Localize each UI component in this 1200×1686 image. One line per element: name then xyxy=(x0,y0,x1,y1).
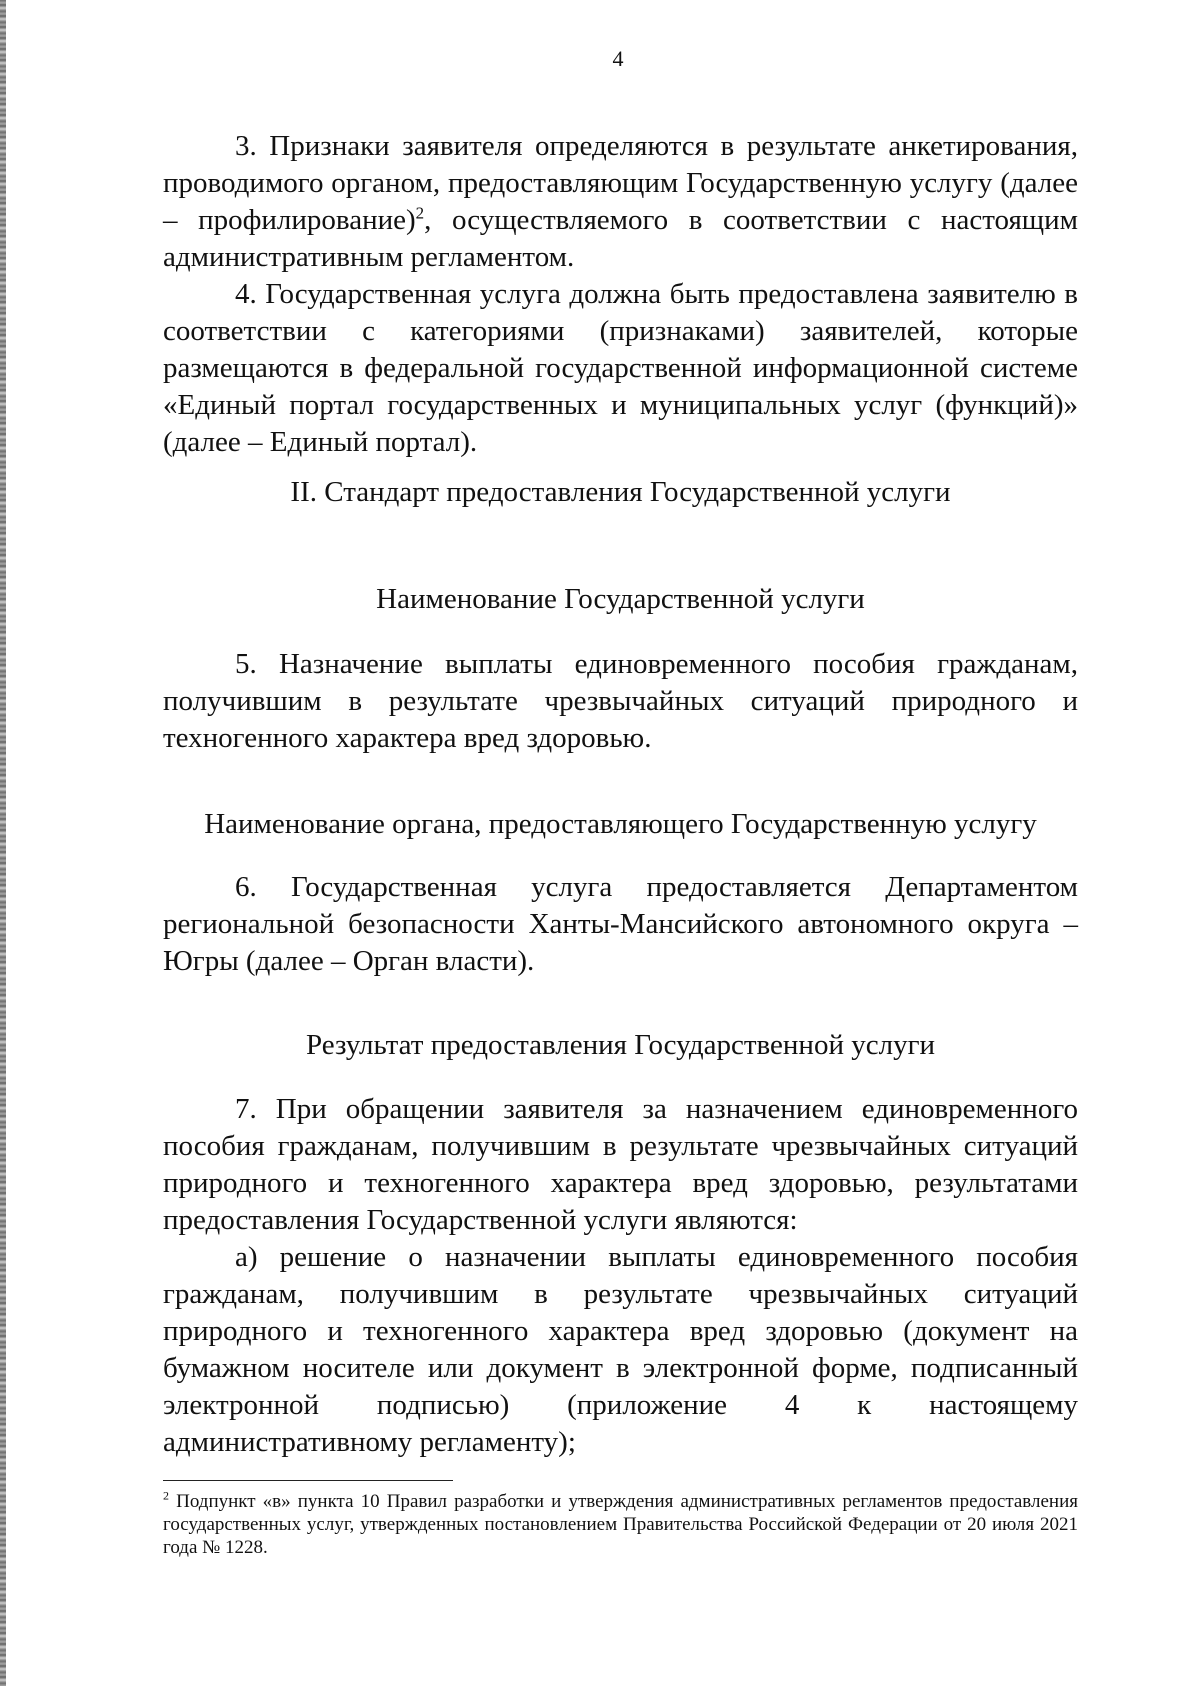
paragraph-6-block xyxy=(163,869,1078,980)
paragraph-3-text-a: 3. Признаки заявителя определяются в результате анкетирования, проводимого органом, предоставляющим Государственную услугу (далее – профилирование) xyxy=(163,130,1078,236)
paragraph-3 xyxy=(163,128,1078,276)
footnote xyxy=(163,1490,1078,1559)
paragraph-7: 7. При обращении заявителя за назначением единовременного пособия гражданам, получившим в результате чрезвычайных ситуаций природного и техногенного характера вред здоровью, результатами предоставления Государственной услуги являются: xyxy=(163,1093,1078,1236)
body-text xyxy=(163,128,1078,276)
section-heading: II. Стандарт предоставления Государственной услуги xyxy=(290,476,951,508)
page-number: 4 xyxy=(612,46,624,71)
footnote-text: Подпункт «в» пункта 10 Правил разработки и утверждения административных регламентов предоставления государственных услуг, утвержденных постановлением Правительства Российской Федерации от 20 июля 2021 года № 1228. xyxy=(163,1491,1078,1558)
section-heading-block xyxy=(163,474,1078,511)
heading-result: Результат предоставления Государственной услуги xyxy=(306,1029,935,1061)
heading-authority-block xyxy=(163,806,1078,843)
footnote-marker: 2 xyxy=(163,1488,169,1503)
paragraph-6: 6. Государственная услуга предоставляется Департаментом региональной безопасности Ханты-Мансийского автономного округа – Югры (далее – Орган власти). xyxy=(163,871,1078,977)
paragraph-7-block xyxy=(163,1091,1078,1461)
footnote-reference[interactable]: 2 xyxy=(415,203,425,223)
footnote-separator xyxy=(163,1480,453,1481)
paragraph-7a: а) решение о назначении выплаты единовременного пособия гражданам, получившим в результате чрезвычайных ситуаций природного и техногенного характера вред здоровью (документ на бумажном носителе или документ в электронной форме, подписанный электронной подписью) (приложение 4 к настоящему административному регламенту); xyxy=(163,1241,1078,1458)
paragraph-5-block xyxy=(163,646,1078,757)
heading-service-name: Наименование Государственной услуги xyxy=(376,583,865,615)
paragraph-4-block xyxy=(163,276,1078,461)
heading-authority: Наименование органа, предоставляющего Государственную услугу xyxy=(204,808,1037,840)
paragraph-3-text-b: , осуществляемого в соответствии с настоящим административным регламентом. xyxy=(163,204,1078,273)
heading-result-block xyxy=(163,1027,1078,1064)
paragraph-4: 4. Государственная услуга должна быть предоставлена заявителю в соответствии с категориями (признаками) заявителей, которые размещаются в федеральной государственной информационной системе «Единый портал государственных и муниципальных услуг (функций)» (далее – Единый портал). xyxy=(163,278,1078,458)
heading-service-name-block xyxy=(163,581,1078,618)
paragraph-5: 5. Назначение выплаты единовременного пособия гражданам, получившим в результате чрезвычайных ситуаций природного и техногенного характера вред здоровью. xyxy=(163,648,1078,754)
